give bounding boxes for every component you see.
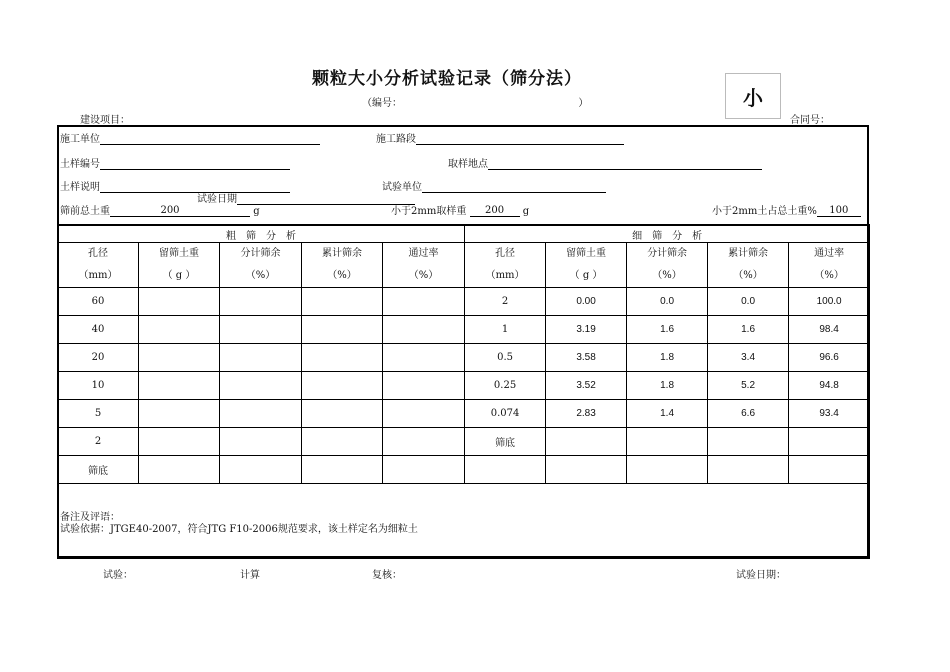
fine-cell (708, 456, 789, 484)
coarse-cell (220, 400, 302, 428)
coarse-cell (139, 456, 220, 484)
coarse-cell (139, 316, 220, 344)
sample-desc-label: 土样说明 (60, 182, 100, 193)
col-header: 孔径 （mm） (58, 243, 139, 288)
sample-no-field (60, 155, 290, 170)
col-header: 分计筛余 （%） (627, 243, 708, 288)
coarse-cell (220, 344, 302, 372)
coarse-cell: 60 (58, 288, 139, 316)
road-section-label: 施工路段 (376, 134, 416, 145)
lt2-percent-label: 小于2mm土占总土重% (712, 206, 817, 217)
record-number-prefix: （编号： (362, 98, 402, 109)
coarse-cell (220, 372, 302, 400)
coarse-cell: 筛底 (58, 456, 139, 484)
coarse-cell (302, 372, 383, 400)
coarse-cell (139, 372, 220, 400)
coarse-cell (383, 456, 465, 484)
sample-location-label: 取样地点 (448, 159, 488, 170)
coarse-cell: 2 (58, 428, 139, 456)
contract-label: 合同号： (790, 115, 830, 126)
coarse-cell (383, 288, 465, 316)
fine-cell: 1.8 (627, 344, 708, 372)
coarse-cell (302, 456, 383, 484)
col-header: 留筛土重 （ g ） (139, 243, 220, 288)
footer-tester: 试验： (103, 570, 133, 581)
fine-cell: 3.4 (708, 344, 789, 372)
table-row (58, 456, 870, 484)
fine-cell: 0.25 (465, 372, 546, 400)
fine-cell (627, 428, 708, 456)
remarks-text: 试验依据：JTGE40-2007，符合JTG F10-2006规范要求，该土样定名为细粒土 (60, 524, 418, 535)
fine-cell: 0.0 (627, 288, 708, 316)
remarks-label: 备注及评语： (60, 512, 120, 523)
coarse-cell (302, 316, 383, 344)
fine-cell: 94.8 (789, 372, 870, 400)
total-weight-field (60, 202, 260, 217)
sample-location-field (448, 155, 762, 170)
road-section-field (376, 130, 624, 145)
lt2-weight-unit: g (522, 206, 530, 217)
fine-cell: 6.6 (708, 400, 789, 428)
coarse-section-title: 粗 筛 分 析 (58, 225, 465, 243)
fine-cell: 1.4 (627, 400, 708, 428)
coarse-cell (383, 344, 465, 372)
coarse-cell: 40 (58, 316, 139, 344)
fine-cell: 0.074 (465, 400, 546, 428)
fine-cell: 0.0 (708, 288, 789, 316)
fine-cell (708, 428, 789, 456)
fine-cell: 98.4 (789, 316, 870, 344)
fine-section-title: 细 筛 分 析 (465, 225, 870, 243)
coarse-cell (139, 400, 220, 428)
coarse-cell (383, 428, 465, 456)
fine-cell (465, 456, 546, 484)
test-date-label: 试验日期 (197, 194, 237, 205)
table-row (58, 400, 870, 428)
lt2-weight-field (391, 202, 529, 217)
project-label: 建设项目： (80, 115, 130, 126)
fine-cell (789, 428, 870, 456)
coarse-cell (383, 316, 465, 344)
coarse-cell (383, 372, 465, 400)
sieve-table (57, 224, 870, 559)
fine-cell: 3.58 (546, 344, 627, 372)
coarse-cell (139, 428, 220, 456)
total-weight-unit: g (253, 206, 260, 217)
lt2-percent-field (712, 202, 861, 217)
fine-cell: 1.6 (708, 316, 789, 344)
table-row (58, 316, 870, 344)
coarse-cell (302, 344, 383, 372)
col-header: 累计筛余 （%） (302, 243, 383, 288)
record-number-suffix: ） (578, 98, 589, 109)
column-header-row (58, 243, 870, 288)
coarse-cell (302, 288, 383, 316)
fine-cell: 3.19 (546, 316, 627, 344)
col-header: 孔径 （mm） (465, 243, 546, 288)
fine-cell (546, 456, 627, 484)
table-row (58, 372, 870, 400)
fine-cell (627, 456, 708, 484)
size-stamp: 小 (725, 73, 781, 119)
fine-cell: 0.5 (465, 344, 546, 372)
lt2-weight-label: 小于2mm取样重 (391, 206, 467, 217)
footer-review: 复核： (372, 570, 402, 581)
coarse-cell: 10 (58, 372, 139, 400)
construction-unit-field (60, 130, 320, 145)
fine-cell: 100.0 (789, 288, 870, 316)
coarse-cell (220, 456, 302, 484)
fine-cell: 1 (465, 316, 546, 344)
coarse-cell (302, 400, 383, 428)
lt2-weight-value: 200 (484, 205, 505, 216)
fine-cell: 1.6 (627, 316, 708, 344)
col-header: 通过率 （%） (383, 243, 465, 288)
record-number (362, 94, 588, 109)
table-row (58, 288, 870, 316)
sample-no-label: 土样编号 (60, 159, 100, 170)
test-unit-label: 试验单位 (382, 182, 422, 193)
table-row (58, 428, 870, 456)
coarse-cell (220, 428, 302, 456)
fine-cell: 1.8 (627, 372, 708, 400)
construction-unit-label: 施工单位 (60, 134, 100, 145)
col-header: 通过率 （%） (789, 243, 870, 288)
fine-cell: 2.83 (546, 400, 627, 428)
coarse-cell: 5 (58, 400, 139, 428)
test-unit-field (382, 178, 606, 193)
col-header: 分计筛余 （%） (220, 243, 302, 288)
page-title: 颗粒大小分析试验记录（筛分法） (312, 69, 582, 89)
footer-date: 试验日期： (736, 570, 786, 581)
fine-cell (789, 456, 870, 484)
col-header: 留筛土重 （ g ） (546, 243, 627, 288)
fine-cell: 筛底 (465, 428, 546, 456)
footer-calc: 计算 (240, 570, 260, 581)
coarse-cell (302, 428, 383, 456)
coarse-cell (139, 288, 220, 316)
fine-cell: 0.00 (546, 288, 627, 316)
fine-cell: 2 (465, 288, 546, 316)
table-row (58, 344, 870, 372)
coarse-cell (139, 344, 220, 372)
fine-cell: 3.52 (546, 372, 627, 400)
total-weight-value: 200 (160, 205, 180, 216)
coarse-cell (383, 400, 465, 428)
total-weight-label: 筛前总土重 (60, 206, 110, 217)
col-header: 累计筛余 （%） (708, 243, 789, 288)
fine-cell: 96.6 (789, 344, 870, 372)
coarse-cell (220, 316, 302, 344)
coarse-cell: 20 (58, 344, 139, 372)
coarse-cell (220, 288, 302, 316)
fine-cell (546, 428, 627, 456)
fine-cell: 93.4 (789, 400, 870, 428)
lt2-percent-value: 100 (829, 205, 849, 216)
fine-cell: 5.2 (708, 372, 789, 400)
